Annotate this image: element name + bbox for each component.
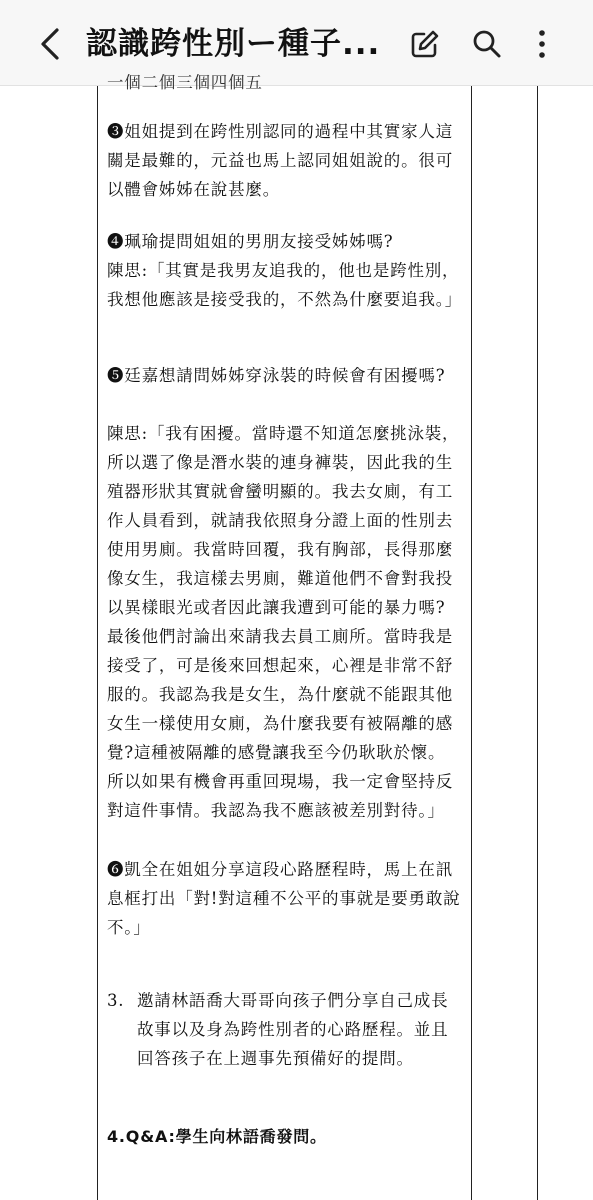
table-border-right: [537, 86, 538, 1200]
more-options-button[interactable]: [520, 22, 564, 66]
list-number: 3.: [107, 991, 125, 1010]
paragraph-item-5-question: ❺廷嘉想請問姊姊穿泳裝的時候會有困擾嗎?: [107, 366, 446, 385]
document-page[interactable]: [0, 73, 593, 1200]
list-item-step-3: [107, 986, 462, 1106]
search-button[interactable]: [465, 22, 509, 66]
paragraph-item-3: ❸姐姐提到在跨性別認同的過程中其實家人這關是最難的，元益也馬上認同姐姐說的。很可以體會姊姊在說甚麼。: [107, 122, 453, 199]
paragraph-item-5-answer: 陳思:「我有困擾。當時還不知道怎麼挑泳裝，所以選了像是潛水裝的連身褲裝，因此我的生殖器形狀其實就會蠻明顯的。我去女廁，有工作人員看到，就請我依照身分證上面的性別去使用男廁。我當時回覆，我有胸部，長得那麼像女生，我這樣去男廁，難道他們不會對我投以異樣眼光或者因此讓我遭到可能的暴力嗎?最後他們討論出來請我去員工廁所。當時我是接受了，可是後來回想起來，心裡是非常不舒服的。我認為我是女生，為什麼就不能跟其他女生一樣使用女廁，為什麼我要有被隔離的感覺?這種被隔離的感覺讓我至今仍耿耿於懷。所以如果有機會再重回現場，我一定會堅持反對這件事情。我認為我不應該被差別對待。」: [107, 424, 460, 820]
chevron-left-icon: [39, 27, 61, 61]
partial-line: 一個二個三個四個五: [107, 73, 263, 92]
table-border-middle: [471, 86, 472, 1200]
list-text: 邀請林語喬大哥哥向孩子們分享自己成長故事以及身為跨性別者的心路歷程。並且回答孩子在上週事先預備好的提問。: [137, 991, 449, 1068]
back-button[interactable]: [30, 22, 70, 66]
paragraph-step-4: 4.Q&A:學生向林語喬發問。: [107, 1127, 327, 1146]
edit-icon: [409, 28, 441, 60]
edit-button[interactable]: [403, 22, 447, 66]
paragraph-item-6: ❻凱全在姐姐分享這段心路歷程時，馬上在訊息框打出「對!對這種不公平的事就是要勇敢說不。」: [107, 860, 461, 937]
paragraph-item-4-answer: 陳思:「其實是我男友追我的，他也是跨性別，我想他應該是接受我的，不然為什麼要追我。」: [107, 261, 463, 309]
paragraph-item-4-question: ❹珮瑜提問姐姐的男朋友接受姊姊嗎?: [107, 232, 394, 251]
table-border-left: [97, 86, 98, 1200]
search-icon: [471, 28, 503, 60]
more-vertical-icon: [537, 28, 547, 60]
document-title: 認識跨性別ー種子...: [86, 26, 381, 62]
